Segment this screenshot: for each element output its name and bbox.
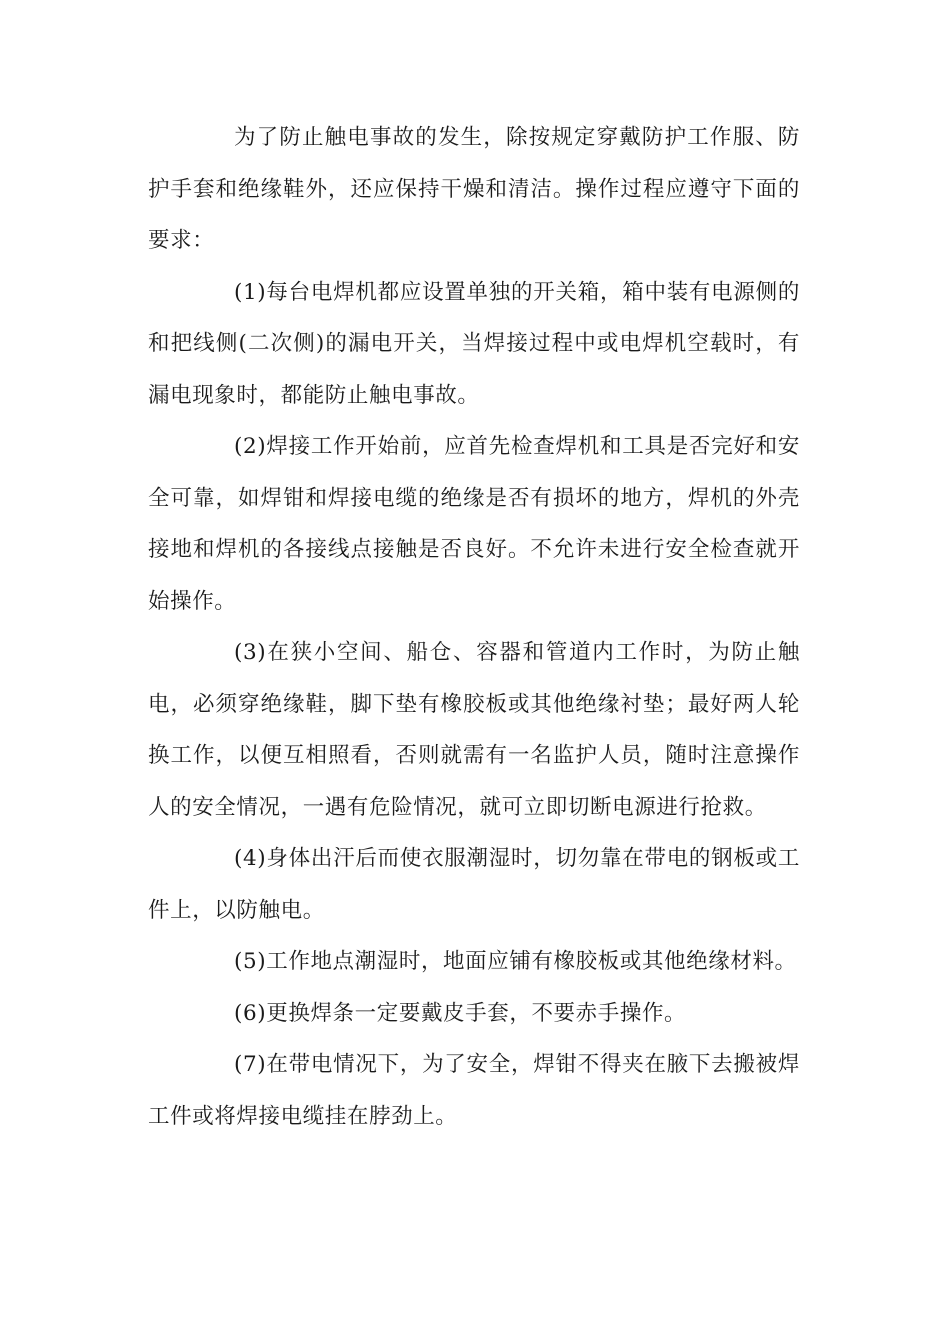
rule-6-paragraph: (6)更换焊条一定要戴皮手套，不要赤手操作。 (234, 1000, 687, 1026)
document-body (148, 112, 800, 1142)
rule-7-paragraph: (7)在带电情况下，为了安全，焊钳不得夹在腋下去搬被焊工件或将焊接电缆挂在脖劲上。 (148, 1052, 800, 1129)
rule-2-paragraph: (2)焊接工作开始前，应首先检查焊机和工具是否完好和安全可靠，如焊钳和焊接电缆的绝缘是否有损坏的地方，焊机的外壳接地和焊机的各接线点接触是否良好。不允许未进行安全检查就开始操作。 (148, 434, 800, 614)
intro-paragraph: 为了防止触电事故的发生，除按规定穿戴防护工作服、防护手套和绝缘鞋外，还应保持干燥和清洁。操作过程应遵守下面的要求： (148, 125, 800, 253)
rule-3-paragraph: (3)在狭小空间、船仓、容器和管道内工作时，为防止触电，必须穿绝缘鞋，脚下垫有橡胶板或其他绝缘衬垫；最好两人轮换工作，以便互相照看，否则就需有一名监护人员，随时注意操作人的安全情况，一遇有危险情况，就可立即切断电源进行抢救。 (148, 640, 800, 820)
rule-4-paragraph: (4)身体出汗后而使衣服潮湿时，切勿靠在带电的钢板或工件上，以防触电。 (148, 846, 800, 923)
rule-1-paragraph: (1)每台电焊机都应设置单独的开关箱，箱中装有电源侧的和把线侧(二次侧)的漏电开关，当焊接过程中或电焊机空载时，有漏电现象时，都能防止触电事故。 (148, 279, 800, 408)
rule-5-paragraph: (5)工作地点潮湿时，地面应铺有橡胶板或其他绝缘材料。 (234, 949, 797, 974)
